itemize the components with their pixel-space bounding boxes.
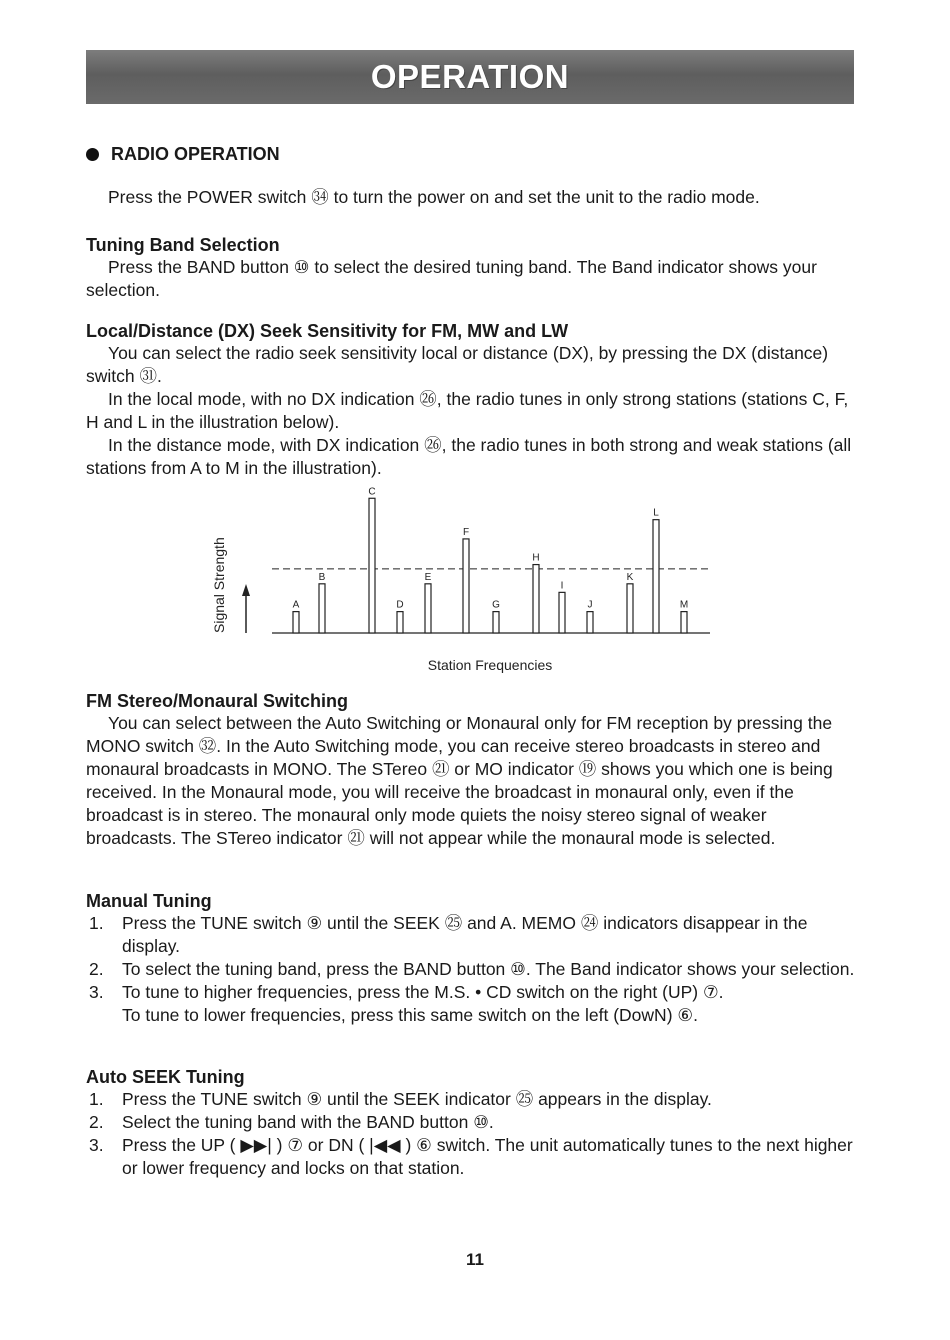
tuning-band-heading: Tuning Band Selection [86, 235, 280, 255]
fm-stereo-heading: FM Stereo/Monaural Switching [86, 691, 349, 711]
step-text: To select the tuning band, press the BAND button ⑩. The Band indicator shows your selection. [122, 959, 855, 979]
up-arrow-icon [242, 584, 250, 633]
station-bar-j [587, 612, 593, 633]
tuning-band-block [86, 234, 856, 302]
chart-xlabel: Station Frequencies [427, 657, 553, 673]
station-label-c: C [368, 486, 376, 498]
station-bar-m [681, 612, 687, 633]
section-title [86, 144, 280, 165]
page-number: 11 [466, 1250, 484, 1269]
list-item [86, 981, 856, 1027]
station-label-f: F [462, 526, 470, 538]
auto-seek-steps [86, 1088, 856, 1180]
step-number: 3. [89, 982, 104, 1002]
station-label-d: D [396, 599, 404, 611]
local-distance-p1: You can select the radio seek sensitivity local or distance (DX), by pressing the DX (distance) switch ㉛. [86, 343, 829, 386]
tuning-band-text: Press the BAND button ⑩ to select the desired tuning band. The Band indicator shows your selection. [86, 257, 817, 300]
step-number: 2. [89, 959, 104, 979]
local-distance-p3: In the distance mode, with DX indication ㉖, the radio tunes in both strong and weak stations (all stations from A to M in the illustration). [86, 435, 852, 478]
auto-seek-block [86, 1066, 856, 1180]
manual-tuning-block [86, 890, 856, 1027]
station-bar-e [425, 584, 431, 633]
step-text: Press the TUNE switch ⑨ until the SEEK indicator ㉕ appears in the display. [122, 1089, 712, 1109]
section-title-text: RADIO OPERATION [111, 144, 280, 164]
station-bar-k [627, 584, 633, 633]
step-text: Press the UP ( ▶▶| ) ⑦ or DN ( |◀◀ ) ⑥ switch. The unit automatically tunes to the next higher or lower frequency and locks on that station. [122, 1135, 853, 1178]
station-label-b: B [318, 571, 326, 583]
station-label-e: E [424, 571, 432, 583]
step-text: To tune to higher frequencies, press the M.S. • CD switch on the right (UP) ⑦. [122, 982, 724, 1002]
list-item [86, 912, 856, 958]
station-label-h: H [532, 552, 540, 564]
list-item [86, 1088, 856, 1111]
station-bar-i [559, 592, 565, 633]
station-label-i: I [560, 580, 564, 592]
signal-strength-chart [200, 478, 740, 678]
local-distance-heading: Local/Distance (DX) Seek Sensitivity for FM, MW and LW [86, 321, 569, 341]
intro-text: Press the POWER switch ㉞ to turn the power on and set the unit to the radio mode. [108, 187, 760, 207]
station-bar-f [463, 539, 469, 633]
auto-seek-heading: Auto SEEK Tuning [86, 1067, 245, 1087]
station-bar-d [397, 612, 403, 633]
list-item [86, 1111, 856, 1134]
step-number: 1. [89, 913, 104, 933]
station-bar-g [493, 612, 499, 633]
station-label-g: G [492, 599, 500, 611]
page-header-banner [86, 50, 854, 104]
station-label-k: K [626, 571, 634, 583]
manual-tuning-heading: Manual Tuning [86, 891, 212, 911]
station-label-l: L [653, 507, 659, 519]
step-text: Select the tuning band with the BAND button ⑩. [122, 1112, 494, 1132]
manual-tuning-steps [86, 912, 856, 1027]
list-item [86, 958, 856, 981]
step-number: 3. [89, 1135, 104, 1155]
step-number: 1. [89, 1089, 104, 1109]
fm-stereo-text: You can select between the Auto Switching or Monaural only for FM reception by pressing the MONO switch ㉜. In the Auto Switching mode, you can receive stereo broadcasts in stereo and monaural broadcasts in MONO. The STereo ㉑ or MO indicator ⑲ shows you which one is being received. In the Monaural mode, you will receive the broadcast in monaural only, even if the broadcast is in stereo. The monaural only mode quiets the noisy stereo signal of weaker broadcasts. The STereo indicator ㉑ will not appear while the monaural mode is selected. [86, 713, 833, 848]
list-item [86, 1134, 856, 1180]
chart-ylabel: Signal Strength [211, 537, 227, 633]
step-text: Press the TUNE switch ⑨ until the SEEK ㉕ and A. MEMO ㉔ indicators disappear in the display. [122, 913, 808, 956]
bullet-icon [86, 148, 99, 161]
station-bar-l [653, 520, 659, 633]
station-label-a: A [292, 599, 300, 611]
station-label-j: J [587, 599, 593, 611]
local-distance-p2: In the local mode, with no DX indication ㉖, the radio tunes in only strong stations (stations C, F, H and L in the illustration below). [86, 389, 849, 432]
intro-block [86, 186, 856, 209]
page-title: OPERATION [370, 58, 570, 95]
station-bar-a [293, 612, 299, 633]
step-text: To tune to lower frequencies, press this same switch on the left (DowN) ⑥. [122, 1005, 698, 1025]
fm-stereo-block [86, 690, 856, 850]
step-number: 2. [89, 1112, 104, 1132]
local-distance-block [86, 320, 856, 480]
station-label-m: M [679, 599, 689, 611]
station-bar-c [369, 498, 375, 633]
station-bar-b [319, 584, 325, 633]
station-bar-h [533, 565, 539, 633]
